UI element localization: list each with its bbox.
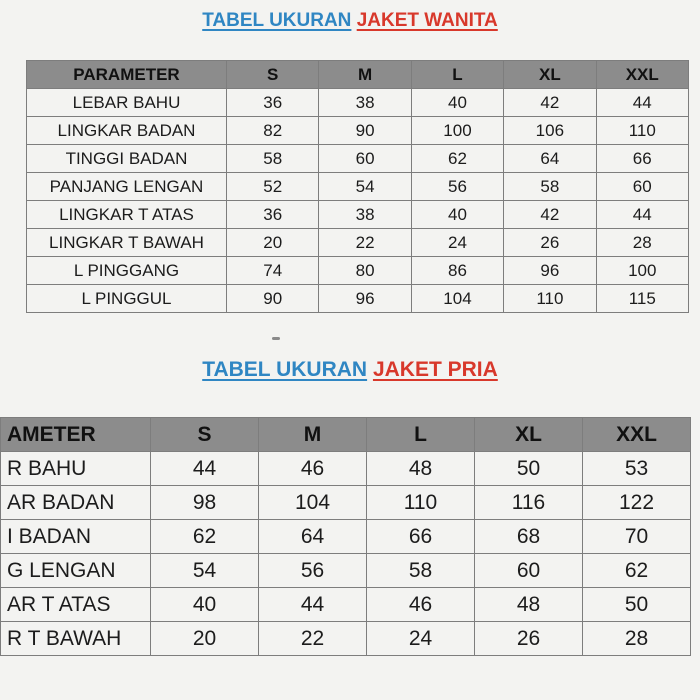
- parameter-cell: R T BAWAH: [1, 622, 151, 656]
- size-value-cell: 54: [151, 554, 259, 588]
- size-value-cell: 40: [151, 588, 259, 622]
- parameter-cell: LEBAR BAHU: [27, 89, 227, 117]
- size-value-cell: 70: [583, 520, 691, 554]
- column-header-size: M: [319, 61, 411, 89]
- size-value-cell: 44: [596, 201, 688, 229]
- size-value-cell: 66: [596, 145, 688, 173]
- size-value-cell: 62: [583, 554, 691, 588]
- size-value-cell: 80: [319, 257, 411, 285]
- size-value-cell: 90: [227, 285, 319, 313]
- parameter-cell: AR BADAN: [1, 486, 151, 520]
- size-value-cell: 53: [583, 452, 691, 486]
- size-value-cell: 26: [475, 622, 583, 656]
- size-value-cell: 62: [151, 520, 259, 554]
- table-row: [27, 173, 689, 201]
- size-value-cell: 60: [319, 145, 411, 173]
- size-value-cell: 28: [596, 229, 688, 257]
- column-header-size: XL: [504, 61, 596, 89]
- size-value-cell: 98: [151, 486, 259, 520]
- column-header-size: S: [151, 418, 259, 452]
- size-value-cell: 110: [596, 117, 688, 145]
- smudge-mark: [272, 337, 280, 340]
- parameter-cell: PANJANG LENGAN: [27, 173, 227, 201]
- column-header-parameter: PARAMETER: [27, 61, 227, 89]
- size-value-cell: 40: [411, 89, 503, 117]
- table-row: [1, 588, 691, 622]
- size-value-cell: 20: [151, 622, 259, 656]
- column-header-size: S: [227, 61, 319, 89]
- parameter-cell: LINGKAR T BAWAH: [27, 229, 227, 257]
- size-value-cell: 115: [596, 285, 688, 313]
- table-row: [27, 285, 689, 313]
- size-table-pria: [0, 417, 691, 656]
- size-value-cell: 48: [475, 588, 583, 622]
- table-header-row: [27, 61, 689, 89]
- size-value-cell: 38: [319, 89, 411, 117]
- size-value-cell: 110: [504, 285, 596, 313]
- table-row: [27, 117, 689, 145]
- parameter-cell: LINGKAR BADAN: [27, 117, 227, 145]
- size-value-cell: 68: [475, 520, 583, 554]
- size-value-cell: 46: [259, 452, 367, 486]
- size-value-cell: 20: [227, 229, 319, 257]
- column-header-size: L: [411, 61, 503, 89]
- column-header-size: M: [259, 418, 367, 452]
- column-header-size: XXL: [583, 418, 691, 452]
- title-jaket-pria: [0, 358, 700, 382]
- size-value-cell: 50: [475, 452, 583, 486]
- table-row: [1, 520, 691, 554]
- size-value-cell: 52: [227, 173, 319, 201]
- size-value-cell: 24: [411, 229, 503, 257]
- size-value-cell: 44: [596, 89, 688, 117]
- column-header-size: XL: [475, 418, 583, 452]
- column-header-parameter: AMETER: [1, 418, 151, 452]
- size-value-cell: 60: [475, 554, 583, 588]
- column-header-size: XXL: [596, 61, 688, 89]
- size-value-cell: 44: [259, 588, 367, 622]
- size-value-cell: 38: [319, 201, 411, 229]
- size-table-wanita: [26, 60, 689, 313]
- size-value-cell: 48: [367, 452, 475, 486]
- size-value-cell: 110: [367, 486, 475, 520]
- size-value-cell: 40: [411, 201, 503, 229]
- size-value-cell: 86: [411, 257, 503, 285]
- size-value-cell: 60: [596, 173, 688, 201]
- table-row: [27, 257, 689, 285]
- parameter-cell: R BAHU: [1, 452, 151, 486]
- parameter-cell: TINGGI BADAN: [27, 145, 227, 173]
- title-prefix: TABEL UKURAN: [202, 10, 352, 31]
- size-value-cell: 58: [227, 145, 319, 173]
- size-value-cell: 46: [367, 588, 475, 622]
- size-value-cell: 106: [504, 117, 596, 145]
- size-value-cell: 122: [583, 486, 691, 520]
- size-value-cell: 74: [227, 257, 319, 285]
- size-value-cell: 28: [583, 622, 691, 656]
- table-row: [1, 622, 691, 656]
- size-value-cell: 90: [319, 117, 411, 145]
- size-value-cell: 64: [504, 145, 596, 173]
- size-value-cell: 56: [259, 554, 367, 588]
- size-value-cell: 96: [504, 257, 596, 285]
- parameter-cell: I BADAN: [1, 520, 151, 554]
- size-value-cell: 22: [319, 229, 411, 257]
- table-row: [27, 145, 689, 173]
- size-value-cell: 64: [259, 520, 367, 554]
- size-value-cell: 50: [583, 588, 691, 622]
- title-product: JAKET PRIA: [372, 358, 498, 381]
- size-value-cell: 42: [504, 89, 596, 117]
- size-value-cell: 100: [411, 117, 503, 145]
- size-value-cell: 44: [151, 452, 259, 486]
- parameter-cell: LINGKAR T ATAS: [27, 201, 227, 229]
- parameter-cell: L PINGGUL: [27, 285, 227, 313]
- size-value-cell: 24: [367, 622, 475, 656]
- size-value-cell: 104: [259, 486, 367, 520]
- size-value-cell: 58: [504, 173, 596, 201]
- parameter-cell: L PINGGANG: [27, 257, 227, 285]
- size-value-cell: 56: [411, 173, 503, 201]
- size-value-cell: 36: [227, 89, 319, 117]
- size-value-cell: 96: [319, 285, 411, 313]
- size-value-cell: 62: [411, 145, 503, 173]
- table-row: [1, 486, 691, 520]
- table-row: [27, 201, 689, 229]
- size-value-cell: 36: [227, 201, 319, 229]
- size-value-cell: 26: [504, 229, 596, 257]
- table-header-row: [1, 418, 691, 452]
- table-row: [1, 554, 691, 588]
- table-row: [27, 229, 689, 257]
- title-jaket-wanita: [0, 10, 700, 32]
- size-value-cell: 104: [411, 285, 503, 313]
- size-value-cell: 66: [367, 520, 475, 554]
- title-product: JAKET WANITA: [356, 10, 498, 31]
- size-value-cell: 54: [319, 173, 411, 201]
- table-row: [1, 452, 691, 486]
- size-value-cell: 100: [596, 257, 688, 285]
- size-value-cell: 42: [504, 201, 596, 229]
- parameter-cell: AR T ATAS: [1, 588, 151, 622]
- size-value-cell: 116: [475, 486, 583, 520]
- size-value-cell: 82: [227, 117, 319, 145]
- size-value-cell: 22: [259, 622, 367, 656]
- size-value-cell: 58: [367, 554, 475, 588]
- parameter-cell: G LENGAN: [1, 554, 151, 588]
- table-row: [27, 89, 689, 117]
- column-header-size: L: [367, 418, 475, 452]
- title-prefix: TABEL UKURAN: [202, 358, 368, 381]
